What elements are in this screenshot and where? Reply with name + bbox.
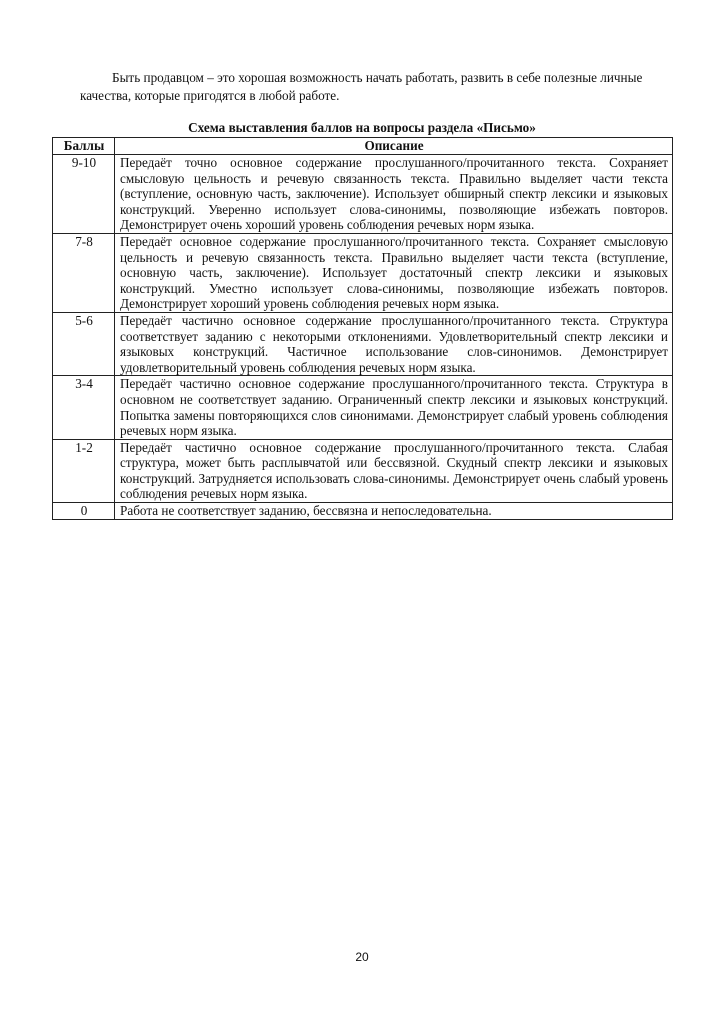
score-cell: 5-6 (53, 312, 115, 375)
score-cell: 9-10 (53, 155, 115, 234)
table-row (53, 503, 673, 520)
score-cell: 3-4 (53, 376, 115, 439)
score-cell: 7-8 (53, 233, 115, 312)
description-cell: Передаёт точно основное содержание прослушанного/прочитанного текста. Сохраняет смысловую цельность и речевую связанность текста. Правильно выделяет части текста (вступление, основную часть, заключение). Использует обширный спектр лексики и языковых конструкций. Уверенно использует слова-синонимы, позволяющие избежать повторов. Демонстрирует очень хороший уровень соблюдения речевых норм языка. (115, 155, 673, 234)
score-cell: 0 (53, 503, 115, 520)
table-header-row (53, 138, 673, 155)
description-cell: Передаёт частично основное содержание прослушанного/прочитанного текста. Структура в основном не соответствует заданию. Ограниченный спектр лексики и языковых конструкций. Попытка замены повторяющихся слов синонимами. Демонстрирует слабый уровень соблюдения речевых норм языка. (115, 376, 673, 439)
table-title: Схема выставления баллов на вопросы раздела «Письмо» (188, 120, 536, 135)
score-cell: 1-2 (53, 439, 115, 502)
header-description: Описание (115, 138, 673, 155)
intro-paragraph: Быть продавцом – это хорошая возможность начать работать, развить в себе полезные личные качества, которые пригодятся в любой работе. (80, 70, 643, 103)
table-row (53, 439, 673, 502)
table-row (53, 312, 673, 375)
table-row (53, 155, 673, 234)
table-row (53, 233, 673, 312)
description-cell: Передаёт частично основное содержание прослушанного/прочитанного текста. Структура соответствует заданию с некоторыми отклонениями. Удовлетворительный спектр лексики и языковых конструкций. Частичное использование слов-синонимов. Демонстрирует удовлетворительный уровень соблюдения речевых норм языка. (115, 312, 673, 375)
description-cell: Передаёт частично основное содержание прослушанного/прочитанного текста. Слабая структура, может быть расплывчатой или бессвязной. Скудный спектр лексики и языковых конструкций. Затрудняется использовать слова-синонимы. Демонстрирует очень слабый уровень соблюдения речевых норм языка. (115, 439, 673, 502)
description-cell: Работа не соответствует заданию, бессвязна и непоследовательна. (115, 503, 673, 520)
table-row (53, 376, 673, 439)
description-cell: Передаёт основное содержание прослушанного/прочитанного текста. Сохраняет смысловую цельность и речевую связанность текста. Правильно выделяет части текста (вступление, основную часть, заключение). Использует достаточный спектр лексики и языковых конструкций. Уместно использует слова-синонимы, позволяющие избежать повторов. Демонстрирует хороший уровень соблюдения речевых норм языка. (115, 233, 673, 312)
scoring-table (52, 137, 673, 520)
page-number: 20 (355, 950, 369, 964)
header-score: Баллы (53, 138, 115, 155)
